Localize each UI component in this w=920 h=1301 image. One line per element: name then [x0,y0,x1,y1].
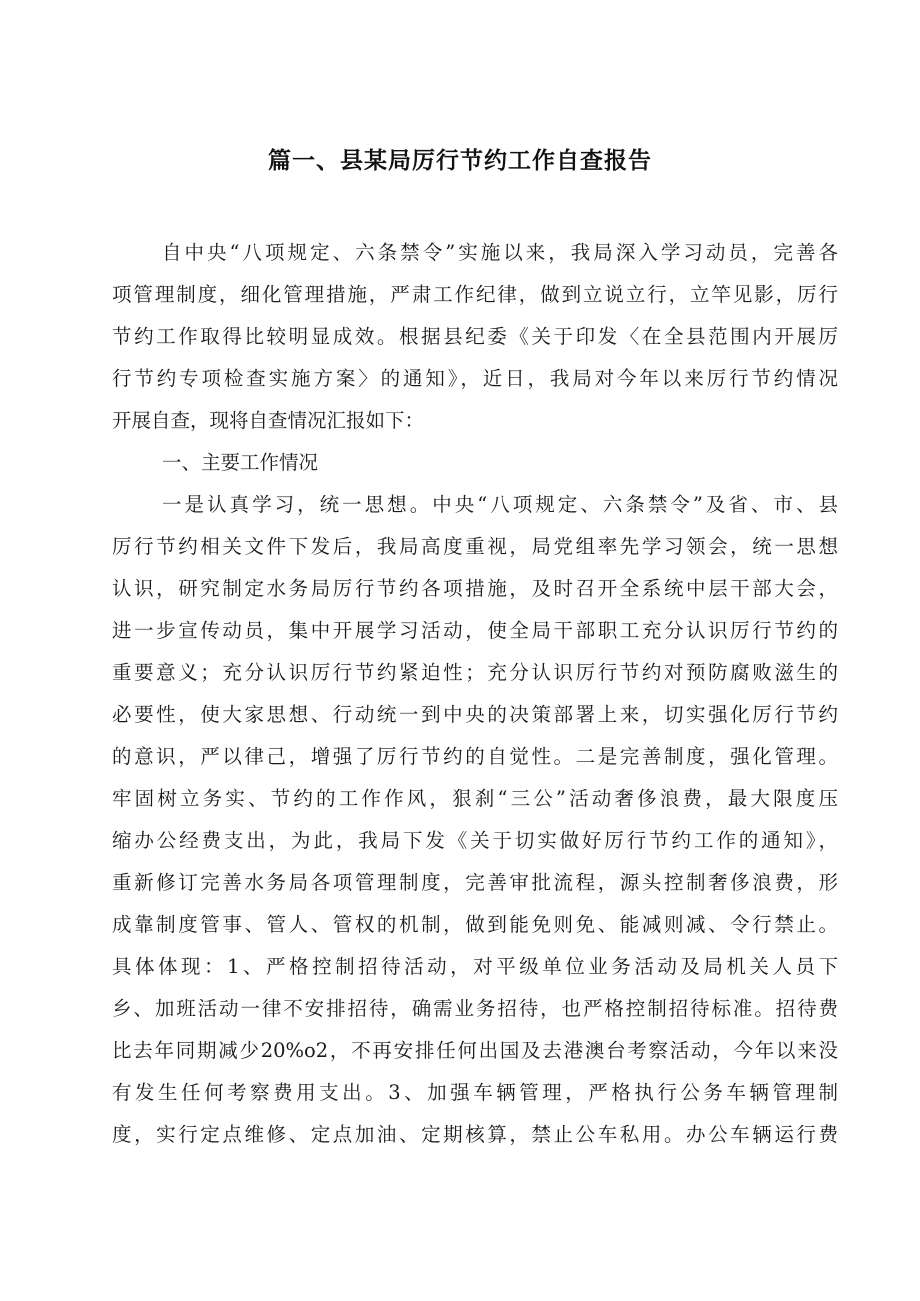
text-line: 缩办公经费支出，为此，我局下发《关于切实做好厉行节约工作的通知》， [112,829,838,852]
document-title: 篇一、县某局厉行节约工作自查报告 [268,148,652,174]
text-line: 牢固树立务实、节约的工作作风，狠刹“三公”活动奢侈浪费，最大限度压 [112,787,838,810]
text-line: 必要性，使大家思想、行动统一到中央的决策部署上来，切实强化厉行节约 [112,703,838,726]
text-line: 项管理制度，细化管理措施，严肃工作纪律，做到立说立行，立竿见影，厉行 [112,283,838,306]
text-line: 节约工作取得比较明显成效。根据县纪委《关于印发〈在全县范围内开展厉 [112,325,838,348]
text-line: 度，实行定点维修、定点加油、定期核算，禁止公车私用。办公车辆运行费 [112,1123,838,1146]
text-line: 有发生任何考察费用支出。3、加强车辆管理，严格执行公务车辆管理制 [112,1081,838,1104]
text-line: 成靠制度管事、管人、管权的机制，做到能免则免、能减则减、令行禁止。 [112,913,838,936]
text-line: 行节约专项检查实施方案〉的通知》，近日，我局对今年以来厉行节约情况 [112,367,838,390]
text-line: 重要意义；充分认识厉行节约紧迫性；充分认识厉行节约对预防腐败滋生的 [112,661,838,684]
section-heading: 一、主要工作情况 [162,451,319,474]
text-line: 比去年同期减少20%o2，不再安排任何出国及去港澳台考察活动，今年以来没 [112,1039,838,1062]
text-line: 的意识，严以律己，增强了厉行节约的自觉性。二是完善制度，强化管理。 [112,745,838,768]
text-line: 乡、加班活动一律不安排招待，确需业务招待，也严格控制招待标准。招待费 [112,997,838,1020]
text-line: 自中央“八项规定、六条禁令”实施以来，我局深入学习动员，完善各 [162,241,838,264]
text-line: 进一步宣传动员，集中开展学习活动，使全局干部职工充分认识厉行节约的 [112,619,838,642]
text-line: 认识，研究制定水务局厉行节约各项措施，及时召开全系统中层干部大会， [112,577,838,600]
text-line: 重新修订完善水务局各项管理制度，完善审批流程，源头控制奢侈浪费，形 [112,871,838,894]
document-body [112,232,838,1156]
text-line: 厉行节约相关文件下发后，我局高度重视，局党组率先学习领会，统一思想 [112,535,838,558]
text-line: 一是认真学习，统一思想。中央“八项规定、六条禁令”及省、市、县 [162,493,838,516]
text-line: 具体体现：1、严格控制招待活动，对平级单位业务活动及局机关人员下 [112,955,838,978]
text-line: 开展自查，现将自查情况汇报如下： [112,409,425,432]
